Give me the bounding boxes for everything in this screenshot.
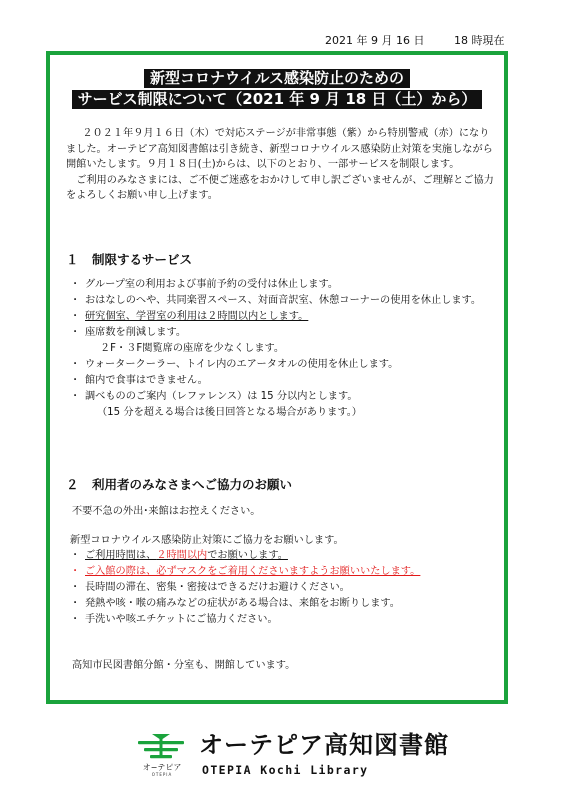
list-item: ・ 発熱や咳・喉の痛みなどの症状がある場合は、来館をお断りします。 — [70, 596, 498, 612]
logo-mark-label: オ−テピア OTEPIA — [137, 763, 187, 777]
title-line-2: サービス制限について（2021 年 9 月 18 日（土）から） — [72, 90, 483, 109]
list-item: ・ ウォータークーラー、トイレ内のエアータオルの使用を休止します。 — [70, 357, 498, 373]
bullet: ・ — [70, 550, 81, 561]
bullet: ・ — [70, 295, 81, 306]
intro-paragraph-2: ご利用のみなさまには、ご不便ご迷惑をおかけして申し訳ございませんが、ご理解とご協力をよろしくお願い申し上げます。 — [66, 174, 494, 201]
bullet: ・ — [70, 598, 81, 609]
list-item: ・ 座席数を削減します。 — [70, 325, 498, 341]
date-line — [0, 33, 563, 49]
list-item: ２F・３F閲覧席の座席を少なくします。 — [100, 343, 285, 354]
notice-title — [50, 68, 504, 110]
bullet: ・ — [70, 582, 81, 593]
no-nonessential-note: 不要不急の外出･来館はお控えください。 — [72, 506, 261, 517]
issue-date: 2021 年 9 月 16 日 — [325, 34, 425, 47]
two-hour-limit: ２時間以内 — [156, 550, 208, 561]
bullet: ・ — [70, 359, 81, 370]
list-item: ・ グループ室の利用および事前予約の受付は休止します。 — [70, 277, 498, 293]
list-item: ・ 調べもののご案内（レファレンス）は 15 分以内とします。 — [70, 389, 498, 405]
library-name-en: OTEPIA Kochi Library — [202, 763, 369, 777]
section-2-number: ２ — [66, 477, 79, 492]
section-2-heading — [66, 477, 292, 493]
bullet: ・ — [70, 566, 81, 577]
branch-note: 高知市民図書館分館・分室も、開館しています。 — [72, 660, 296, 671]
bullet: ・ — [70, 614, 81, 625]
list-item: ・ 館内で食事はできません。 — [70, 373, 498, 389]
intro-paragraph-1: ２０２１年９月１６日（木）で対応ステージが非常事態（紫）から特別警戒（赤）になりました。オーテピア高知図書館は引き続き、新型コロナウイルス感染防止対策を実施しながら開館いたします。９月１８日(土)からは、以下のとおり、一部サービスを制限します。 — [66, 128, 493, 170]
section-1-number: １ — [66, 252, 79, 267]
cooperation-note: 新型コロナウイルス感染防止対策にご協力をお願いします。 — [70, 535, 344, 546]
logo-mark-small: OTEPIA — [151, 772, 173, 777]
list-item: ・ 研究個室、学習室の利用は２時間以内とします。 — [70, 309, 498, 325]
bullet: ・ — [70, 391, 81, 402]
bullet: ・ — [70, 279, 81, 290]
list-item: ・ ご利用時間は、２時間以内でお願いします。 — [70, 548, 498, 564]
list-item: ・ 長時間の滞在、密集・密接はできるだけお避けください。 — [70, 580, 498, 596]
issue-time: 18 時現在 — [454, 34, 505, 47]
section-2-title: 利用者のみなさまへご協力のお願い — [92, 477, 293, 492]
list-item — [70, 564, 498, 580]
notice-frame — [46, 51, 508, 704]
mask-request: ご入館の際は、必ずマスクをご着用くださいますようお願いいたします。 — [85, 566, 421, 577]
list-item: ・ おはなしのへや、共同楽習スペース、対面音訳室、休憩コーナーの使用を休止します。 — [70, 293, 498, 309]
list-item: ・ 手洗いや咳エチケットにご協力ください。 — [70, 612, 498, 628]
request-list — [70, 548, 498, 628]
list-item: （15 分を超える場合は後日回答となる場合があります。） — [97, 407, 362, 418]
bullet: ・ — [70, 327, 81, 338]
title-line-1: 新型コロナウイルス感染防止のための — [144, 69, 410, 88]
intro-text — [66, 126, 496, 204]
library-name-jp: オーテピア高知図書館 — [199, 731, 449, 759]
section-1-heading — [66, 252, 192, 268]
bullet: ・ — [70, 311, 81, 322]
restriction-list — [70, 277, 498, 421]
bullet: ・ — [70, 375, 81, 386]
section-1-title: 制限するサービス — [92, 252, 193, 267]
